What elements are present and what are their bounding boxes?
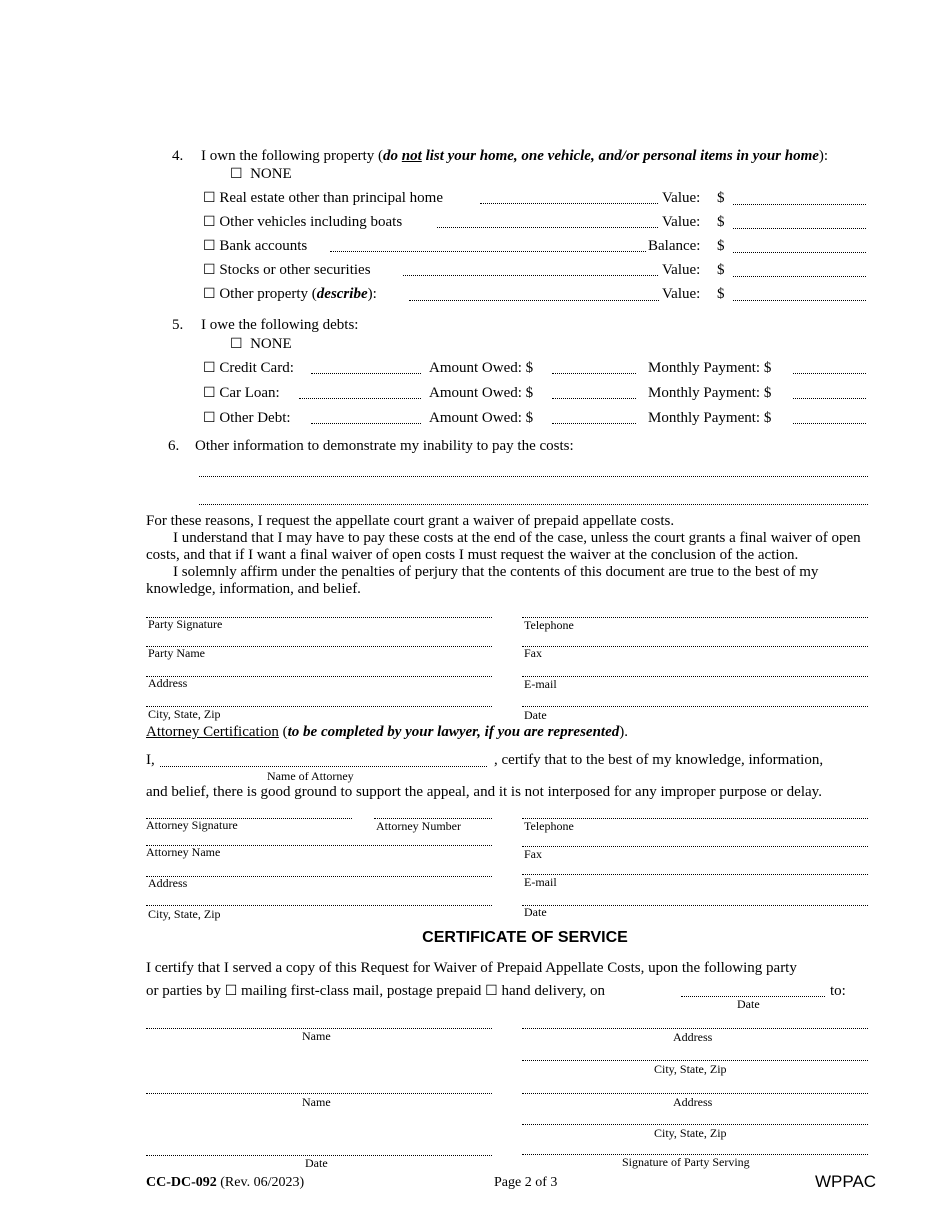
debt-row[interactable]: ☐ Car Loan: — [203, 385, 280, 401]
party-signature-label: Party Signature — [148, 617, 223, 631]
service-text-line1: I certify that I served a copy of this Request for Waiver of Prepaid Appellate Costs, upon the following party — [146, 960, 797, 976]
checkbox-icon[interactable]: ☐ — [203, 190, 216, 206]
monthly-payment-label: Monthly Payment: $ — [648, 385, 772, 401]
leader-dots — [437, 227, 658, 228]
monthly-payment-label: Monthly Payment: $ — [648, 410, 772, 426]
item4-number: 4. — [172, 148, 184, 164]
value-field[interactable] — [733, 252, 866, 253]
debt-row[interactable]: ☐ Other Debt: — [203, 410, 291, 426]
checkbox-icon[interactable]: ☐ — [203, 286, 216, 302]
mail-checkbox-icon[interactable]: ☐ — [224, 983, 238, 999]
serving-party-signature-label: Signature of Party Serving — [622, 1155, 750, 1169]
currency-symbol: $ — [717, 238, 725, 254]
describe-field[interactable] — [409, 300, 659, 301]
property-row[interactable]: ☐ Real estate other than principal home — [203, 190, 443, 206]
amount-owed-field[interactable] — [552, 373, 636, 374]
item6-number: 6. — [168, 438, 180, 454]
currency-symbol: $ — [717, 214, 725, 230]
monthly-payment-field[interactable] — [793, 398, 866, 399]
party-telephone-field[interactable] — [522, 617, 868, 618]
recipient-name-field[interactable] — [146, 1093, 492, 1094]
currency-symbol: $ — [717, 262, 725, 278]
affirm-paragraph: I solemnly affirm under the penalties of perjury that the contents of this document are true to the best of my — [173, 564, 819, 580]
request-paragraph: For these reasons, I request the appellate court grant a waiver of prepaid appellate costs. — [146, 513, 675, 529]
leader-dots — [330, 251, 646, 252]
hand-delivery-checkbox-icon[interactable]: ☐ — [485, 983, 498, 999]
recipient-address-field[interactable] — [522, 1028, 868, 1029]
attorney-address-label: Address — [148, 876, 188, 890]
attorney-email-label: E-mail — [524, 875, 557, 889]
checkbox-icon[interactable]: ☐ — [230, 166, 243, 182]
attorney-date-field[interactable] — [522, 905, 868, 906]
property-row[interactable]: ☐ Other property (describe): — [203, 286, 377, 302]
attorney-fax-label: Fax — [524, 847, 542, 861]
recipient-city-label: City, State, Zip — [654, 1126, 727, 1140]
item5-none[interactable]: ☐ NONE — [230, 336, 292, 352]
checkbox-icon[interactable]: ☐ — [203, 262, 216, 278]
value-field[interactable] — [733, 228, 866, 229]
value-field[interactable] — [733, 300, 866, 301]
checkbox-icon[interactable]: ☐ — [203, 360, 216, 376]
value-field[interactable] — [733, 204, 866, 205]
checkbox-icon[interactable]: ☐ — [230, 336, 243, 352]
service-to: to: — [830, 983, 846, 999]
form-code: WPPAC — [815, 1172, 877, 1191]
value-field[interactable] — [733, 276, 866, 277]
checkbox-icon[interactable]: ☐ — [203, 385, 216, 401]
property-row[interactable]: ☐ Bank accounts — [203, 238, 308, 254]
party-name-label: Party Name — [148, 646, 205, 660]
debt-name-field[interactable] — [311, 423, 421, 424]
amount-owed-field[interactable] — [552, 398, 636, 399]
name-of-attorney-caption: Name of Attorney — [267, 769, 354, 783]
other-info-line[interactable] — [199, 476, 868, 477]
value-label: Value: — [662, 286, 701, 302]
attorney-city-field[interactable] — [146, 905, 492, 906]
value-label: Balance: — [648, 238, 701, 254]
page-number: Page 2 of 3 — [494, 1175, 558, 1190]
other-info-line[interactable] — [199, 504, 868, 505]
party-address-label: Address — [148, 676, 188, 690]
item5-number: 5. — [172, 317, 184, 333]
attorney-telephone-label: Telephone — [524, 819, 574, 833]
party-fax-field[interactable] — [522, 646, 868, 647]
debt-row[interactable]: ☐ Credit Card: — [203, 360, 294, 376]
attorney-signature-label: Attorney Signature — [146, 818, 238, 832]
form-id: CC-DC-092 (Rev. 06/2023) — [146, 1175, 305, 1190]
party-email-field[interactable] — [522, 676, 868, 677]
attorney-certify-text: , certify that to the best of my knowledge, information, — [494, 752, 824, 768]
recipient-name-label: Name — [302, 1095, 331, 1109]
item4-none[interactable]: ☐ NONE — [230, 166, 292, 182]
service-text-line2: or parties by ☐ mailing first-class mail, postage prepaid ☐ hand delivery, on — [146, 983, 606, 999]
checkbox-icon[interactable]: ☐ — [203, 238, 216, 254]
amount-owed-label: Amount Owed: $ — [429, 385, 534, 401]
attorney-heading: Attorney Certification (to be completed by your lawyer, if you are represented). — [146, 724, 628, 740]
recipient-city-field[interactable] — [522, 1060, 868, 1061]
party-city-label: City, State, Zip — [148, 707, 221, 721]
leader-dots — [480, 203, 658, 204]
party-telephone-label: Telephone — [524, 618, 574, 632]
attorney-fax-field[interactable] — [522, 846, 868, 847]
attorney-name-label: Attorney Name — [146, 845, 221, 859]
affirm-paragraph-cont: knowledge, information, and belief. — [146, 581, 361, 597]
attorney-name-input[interactable] — [160, 766, 487, 767]
attorney-i: I, — [146, 752, 155, 768]
item5-intro: I owe the following debts: — [201, 317, 359, 333]
debt-name-field[interactable] — [311, 373, 421, 374]
amount-owed-label: Amount Owed: $ — [429, 360, 534, 376]
attorney-telephone-field[interactable] — [522, 818, 868, 819]
party-email-label: E-mail — [524, 677, 557, 691]
attorney-statement: and belief, there is good ground to support the appeal, and it is not interposed for any improper purpose or delay. — [146, 784, 822, 800]
service-date-label: Date — [305, 1156, 328, 1170]
value-label: Value: — [662, 214, 701, 230]
recipient-address-label: Address — [673, 1095, 713, 1109]
attorney-city-label: City, State, Zip — [148, 907, 221, 921]
recipient-name-label: Name — [302, 1029, 331, 1043]
currency-symbol: $ — [717, 286, 725, 302]
attorney-date-label: Date — [524, 905, 547, 919]
party-date-field[interactable] — [522, 706, 868, 707]
item4-intro: I own the following property (do not list your home, one vehicle, and/or personal items in your home): — [201, 148, 829, 164]
leader-dots — [403, 275, 658, 276]
recipient-city-field[interactable] — [522, 1124, 868, 1125]
item6-text: Other information to demonstrate my inability to pay the costs: — [195, 438, 574, 454]
checkbox-icon[interactable]: ☐ — [203, 214, 216, 230]
recipient-city-label: City, State, Zip — [654, 1062, 727, 1076]
property-row[interactable]: ☐ Stocks or other securities — [203, 262, 371, 278]
monthly-payment-label: Monthly Payment: $ — [648, 360, 772, 376]
monthly-payment-field[interactable] — [793, 423, 866, 424]
property-row[interactable]: ☐ Other vehicles including boats — [203, 214, 403, 230]
monthly-payment-field[interactable] — [793, 373, 866, 374]
party-date-label: Date — [524, 708, 547, 722]
party-fax-label: Fax — [524, 646, 542, 660]
understand-paragraph: I understand that I may have to pay these costs at the end of the case, unless the court grants a final waiver of open — [173, 530, 861, 546]
understand-paragraph-cont: costs, and that if I want a final waiver of open costs I must request the waiver at the conclusion of the action. — [146, 547, 799, 563]
recipient-address-label: Address — [673, 1030, 713, 1044]
currency-symbol: $ — [717, 190, 725, 206]
service-date-caption: Date — [737, 997, 760, 1011]
checkbox-icon[interactable]: ☐ — [203, 410, 216, 426]
amount-owed-field[interactable] — [552, 423, 636, 424]
certificate-title: CERTIFICATE OF SERVICE — [422, 929, 628, 946]
recipient-address-field[interactable] — [522, 1093, 868, 1094]
attorney-number-label: Attorney Number — [376, 819, 461, 833]
debt-name-field[interactable] — [299, 398, 421, 399]
party-address-field[interactable] — [146, 676, 492, 677]
attorney-email-field[interactable] — [522, 874, 868, 875]
amount-owed-label: Amount Owed: $ — [429, 410, 534, 426]
attorney-address-field[interactable] — [146, 876, 492, 877]
value-label: Value: — [662, 190, 701, 206]
value-label: Value: — [662, 262, 701, 278]
